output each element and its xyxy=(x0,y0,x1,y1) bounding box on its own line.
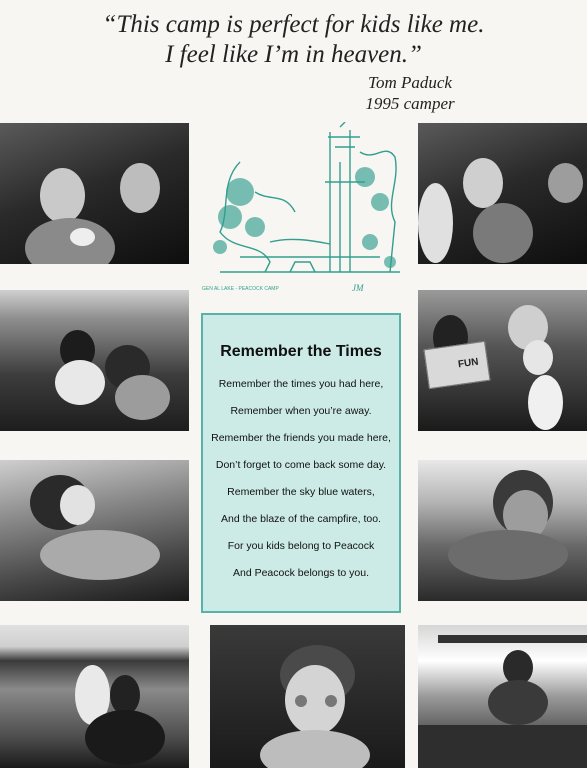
quote-line-1: “This camp is perfect for kids like me. xyxy=(102,11,485,38)
poem-title: Remember the Times xyxy=(220,343,382,360)
quote-attribution xyxy=(345,72,475,114)
poem-line: Remember when you’re away. xyxy=(230,405,372,417)
quote-line-2: I feel like I’m in heaven.” xyxy=(165,41,422,68)
poem-line: And Peacock belongs to you. xyxy=(232,567,369,579)
drawing-caption: GEN AL LAKE - PEACOCK CAMP xyxy=(202,286,279,292)
poem-line: Remember the friends you made here, xyxy=(211,432,391,444)
photo-boy-in-water xyxy=(418,460,587,601)
poem-line: For you kids belong to Peacock xyxy=(227,540,375,552)
quote-author: Tom Paduck xyxy=(368,73,452,92)
poem-line: And the blaze of the campfire, too. xyxy=(221,513,381,525)
photo-boat-ride xyxy=(418,625,587,768)
quote xyxy=(0,10,587,70)
photo-girls-on-grass xyxy=(0,290,189,431)
photo-campers-with-sign xyxy=(418,290,587,431)
poem-line: Remember the times you had here, xyxy=(218,378,384,390)
photo-girl-swimming xyxy=(0,460,189,601)
photo-kids-at-table xyxy=(0,123,189,264)
drawing-signature: JM xyxy=(352,283,364,293)
photo-face-paint-kid xyxy=(210,625,405,768)
poem-box xyxy=(201,313,401,613)
quote-author-role: 1995 camper xyxy=(365,94,455,113)
poem-line: Don’t forget to come back some day. xyxy=(215,459,387,471)
poem-line: Remember the sky blue waters, xyxy=(227,486,375,498)
camp-lake-drawing xyxy=(200,122,405,297)
photo-lake-wheelchair xyxy=(0,625,189,768)
sign-text: FUN xyxy=(457,356,480,371)
photo-campers-wheelchair xyxy=(418,123,587,264)
